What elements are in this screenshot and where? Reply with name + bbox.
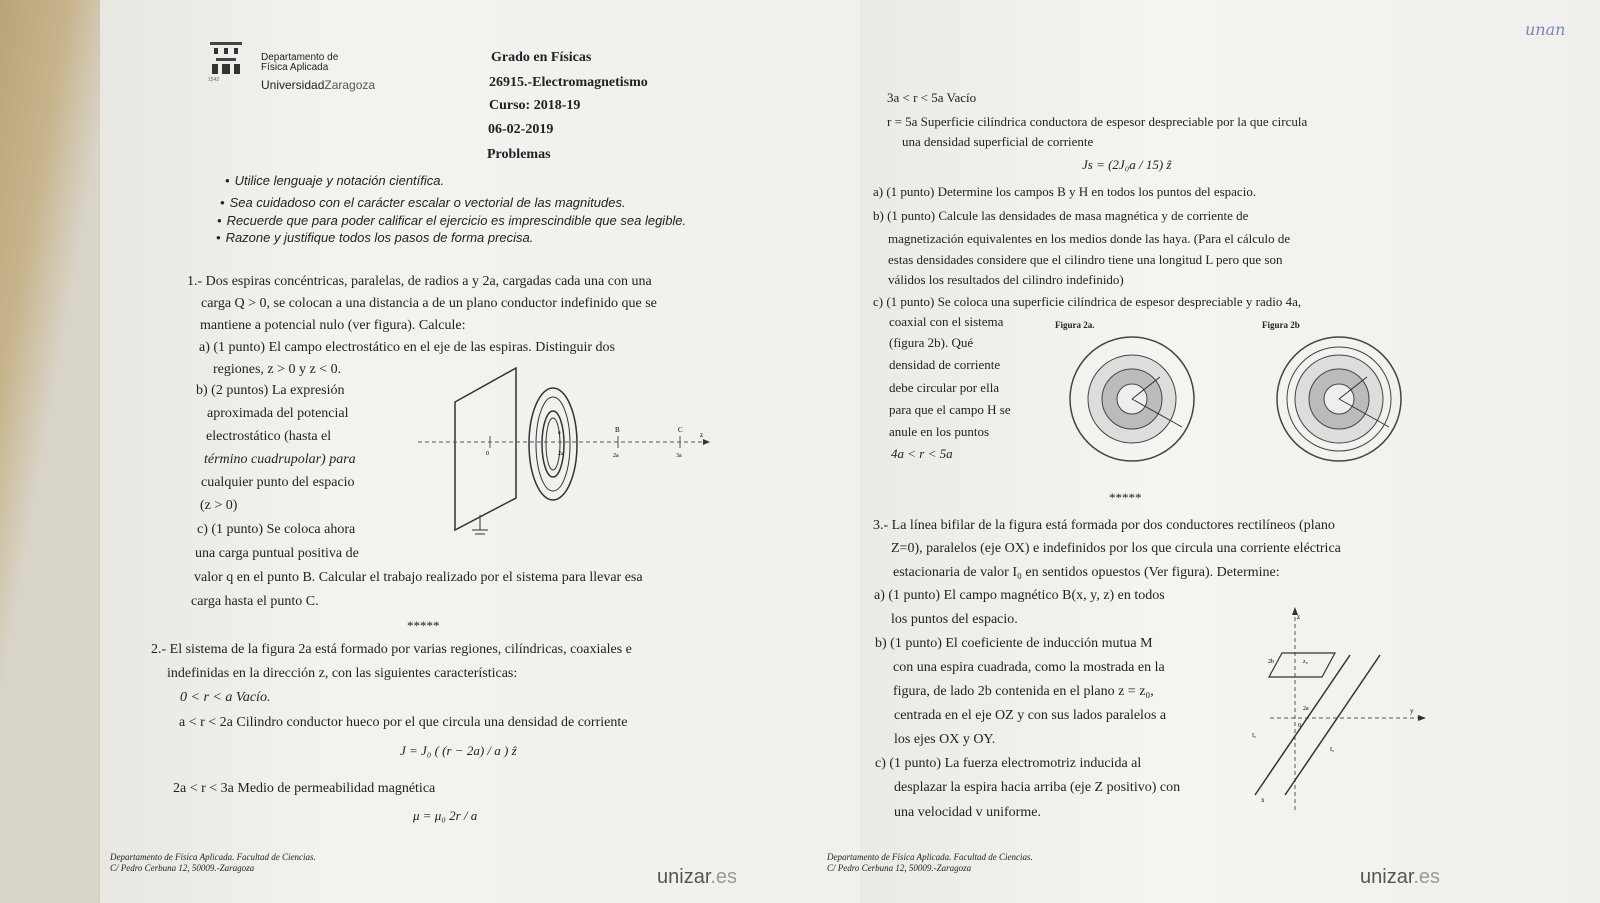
p1-b-line: aproximada del potencial <box>207 406 349 421</box>
fig1-a-label: a <box>558 430 561 436</box>
p2-line: 2.- El sistema de la figura 2a está formado por varias regiones, cilíndricas, coaxiales e <box>151 642 632 657</box>
p3-b-line: b) (1 punto) El coeficiente de inducción mutua M <box>875 636 1153 651</box>
figure-3-bifilar-line <box>1240 605 1440 820</box>
p3-line: Z=0), paralelos (eje OX) e indefinidos por los que circula una corriente eléctrica <box>891 541 1341 556</box>
p3-b-line: con una espira cuadrada, como la mostrada en la <box>893 660 1165 675</box>
p1-b-line: electrostático (hasta el <box>206 429 332 444</box>
p2-region: 2a < r < 3a Medio de permeabilidad magnética <box>173 781 436 796</box>
figure-1-rings-plane <box>410 360 720 535</box>
p2-question-c: para que el campo H se <box>889 402 1011 417</box>
instruction-bullet: • Utilice lenguaje y notación científica. <box>225 173 444 188</box>
p1-b-line: cualquier punto del espacio <box>201 475 355 490</box>
p3-b-line: los ejes OX y OY. <box>894 732 996 747</box>
logo-dept2: Física Aplicada <box>261 62 329 73</box>
section-title: Problemas <box>487 147 551 162</box>
p2-equation: J = J₀ ( (r − 2a) / a ) ẑ <box>400 743 517 758</box>
figure-2b-caption: Figura 2b <box>1262 320 1300 330</box>
footer-address: Departamento de Física Aplicada. Facultad de Ciencias. <box>827 852 1033 862</box>
figure-2a-caption: Figura 2a. <box>1055 320 1095 330</box>
p2-question-b: magnetización equivalentes en los medios donde las haya. (Para el cálculo de <box>888 231 1291 246</box>
fig3-2b-label: 2b <box>1268 659 1274 665</box>
p1-c-line: c) (1 punto) Se coloca ahora <box>197 522 356 537</box>
p1-b-line: (z > 0) <box>200 498 238 513</box>
p1-line: carga Q > 0, se colocan a una distancia a de un plano conductor indefinido que se <box>201 296 657 311</box>
p2-region: 0 < r < a Vacío. <box>180 690 271 705</box>
exam-sheet-left <box>100 0 860 903</box>
p3-a-line: a) (1 punto) El campo magnético B(x, y, z) en todos <box>874 588 1165 603</box>
footer-address: C/ Pedro Cerbuna 12, 50009.-Zaragoza <box>110 863 255 873</box>
logo-university: UniversidadZaragoza <box>261 78 376 92</box>
fig3-z-label: z <box>1297 613 1301 621</box>
p1-line: 1.- Dos espiras concéntricas, paralelas, de radios a y 2a, cargadas cada una con una <box>187 274 652 289</box>
fig1-origin-label: 0 <box>486 451 489 457</box>
p2-question-c: c) (1 punto) Se coloca una superficie cilíndrica de espesor despreciable y radio 4a, <box>873 294 1302 309</box>
p2-question-c: debe circular por ella <box>889 380 1000 395</box>
p2-question-c: 4a < r < 5a <box>891 446 953 461</box>
p2-equation: μ = μ₀ 2r / a <box>413 808 478 823</box>
p2-region: 3a < r < 5a Vacío <box>887 90 977 105</box>
fig3-2a-label: 2a <box>1303 706 1309 712</box>
exam-date: 06-02-2019 <box>488 122 554 137</box>
p2-question-b: estas densidades considere que el cilindro tiene una longitud L pero que son <box>888 252 1283 267</box>
course-title: 26915.-Electromagnetismo <box>489 75 648 90</box>
fig3-current-label: I₀ <box>1252 733 1257 739</box>
p2-question-c: (figura 2b). Qué <box>889 335 974 350</box>
separator-stars: ***** <box>407 618 440 633</box>
instruction-bullet: • Razone y justifique todos los pasos de forma precisa. <box>216 230 533 245</box>
p2-question-b: b) (1 punto) Calcule las densidades de masa magnética y de corriente de <box>873 208 1249 223</box>
p1-line: mantiene a potencial nulo (ver figura). Calcule: <box>200 318 466 333</box>
p1-c-line: una carga puntual positiva de <box>195 546 359 561</box>
fig1-z-label: z <box>700 431 704 439</box>
p2-question-b: válidos los resultados del cilindro indefinido) <box>888 272 1124 287</box>
p2-region: a < r < 2a Cilindro conductor hueco por el que circula una densidad de corriente <box>179 715 628 730</box>
handwritten-note: unan <box>1525 20 1566 39</box>
p2-question-c: anule en los puntos <box>889 424 990 439</box>
p3-line: estacionaria de valor I₀ en sentidos opuestos (Ver figura). Determine: <box>893 565 1280 580</box>
figure-2b-cylinders <box>1267 335 1417 465</box>
figure-2a-cylinders <box>1060 335 1210 465</box>
p1-a-line: regiones, z > 0 y z < 0. <box>213 362 342 377</box>
fig1-C-label: C <box>678 426 683 434</box>
degree-title: Grado en Físicas <box>491 50 592 65</box>
logo-year: 1542 <box>208 77 220 83</box>
p2-equation: Js = (2J₀a / 15) ẑ <box>1082 157 1172 172</box>
fig1-2a-label: 2a <box>558 451 564 457</box>
footer-address: C/ Pedro Cerbuna 12, 50009.-Zaragoza <box>827 863 972 873</box>
instruction-bullet: • Recuerde que para poder calificar el ejercicio es imprescindible que sea legible. <box>217 213 686 228</box>
p2-question-c: densidad de corriente <box>889 357 1001 372</box>
fig3-y-label: y <box>1410 707 1414 715</box>
separator-stars: ***** <box>1109 490 1142 505</box>
instruction-bullet: • Sea cuidadoso con el carácter escalar o vectorial de las magnitudes. <box>220 195 626 210</box>
fig3-current-label: I₀ <box>1330 747 1335 753</box>
p3-b-line: centrada en el eje OZ y con sus lados paralelos a <box>894 708 1167 723</box>
p2-region: una densidad superficial de corriente <box>902 134 1094 149</box>
p3-b-line: figura, de lado 2b contenida en el plano z = z₀, <box>893 684 1154 699</box>
p1-b-line: b) (2 puntos) La expresión <box>196 383 345 398</box>
p2-question-a: a) (1 punto) Determine los campos B y H en todos los puntos del espacio. <box>873 184 1257 199</box>
p3-a-line: los puntos del espacio. <box>891 612 1018 627</box>
fig3-z0-label: z₀ <box>1303 659 1308 665</box>
course-year: Curso: 2018-19 <box>489 98 581 113</box>
p2-region: r = 5a Superficie cilíndrica conductora de espesor despreciable por la que circula <box>887 114 1308 129</box>
p3-c-line: una velocidad v uniforme. <box>894 805 1041 820</box>
fig3-origin-label: 0 <box>1298 723 1301 729</box>
logo-dept: Departamento de <box>261 52 339 63</box>
p3-c-line: desplazar la espira hacia arriba (eje Z positivo) con <box>894 780 1181 795</box>
fig1-B-label: B <box>615 426 620 434</box>
fig1-3a-axis-label: 3a <box>676 453 682 459</box>
p3-c-line: c) (1 punto) La fuerza electromotriz inducida al <box>875 756 1142 771</box>
exam-sheet-right <box>827 0 1600 903</box>
fig3-x-label: x <box>1261 796 1265 804</box>
p1-c-line: valor q en el punto B. Calcular el trabajo realizado por el sistema para llevar esa <box>194 570 643 585</box>
university-logo-icon <box>208 40 244 82</box>
p1-b-line: término cuadrupolar) para <box>204 452 356 467</box>
p1-a-line: a) (1 punto) El campo electrostático en el eje de las espiras. Distinguir dos <box>199 340 615 355</box>
p2-line: indefinidas en la dirección z, con las siguientes características: <box>167 666 518 681</box>
footer-address: Departamento de Física Aplicada. Facultad de Ciencias. <box>110 852 316 862</box>
unizar-brand: unizar.es <box>1360 866 1441 888</box>
fig1-2a-axis-label: 2a <box>613 453 619 459</box>
p1-c-line: carga hasta el punto C. <box>191 594 319 609</box>
unizar-brand: unizar.es <box>657 866 738 888</box>
p2-question-c: coaxial con el sistema <box>889 314 1004 329</box>
p3-line: 3.- La línea bifilar de la figura está formada por dos conductores rectilíneos (plano <box>873 518 1335 533</box>
